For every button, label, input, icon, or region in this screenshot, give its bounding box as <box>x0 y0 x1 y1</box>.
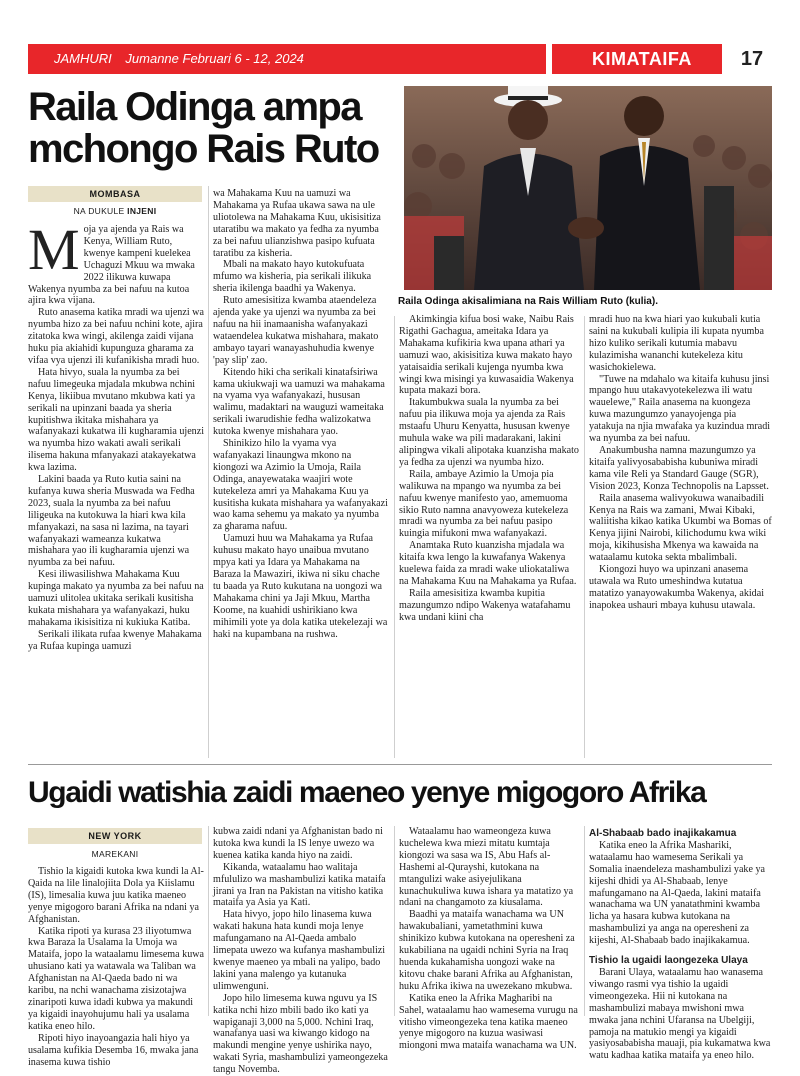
paragraph: mradi huo na kwa hiari yao kukubali kutia saini na kukubali kulipia ili kupata nyumba hizo kuliko serikali kutumia mabavu kulazimisha wananchi kutekeleza kitu wasichokielewa. <box>589 314 764 373</box>
story-divider <box>28 764 772 765</box>
story1-dateline: MOMBASA <box>28 186 202 202</box>
paragraph: Kiongozi huyo wa upinzani anasema utawala wa Ruto umeshindwa kutatua matatizo yanayowakumba Wakenya, akidai inapokea ushauri mbaya kuhusu utawala. <box>589 564 765 611</box>
story2-column-2 <box>213 826 389 1076</box>
story2-subhead-2: Tishio la ugaidi laongezeka Ulaya <box>589 955 748 967</box>
paragraph: Anakumbusha namna mazungumzo ya kitaifa yalivyosababisha kubuniwa miradi kama vile Reli ya Standard Gauge (SGR), Vision 2023, Konza Technopolis na Lapsset. <box>589 444 769 492</box>
paragraph: Raila, ambaye Azimio la Umoja pia walikuwa na mpango wa nyumba za bei nafuu kwenye manifesto yao, amemuoma sikio Ruto namna anavyoweza kutekeleza mradi wa nyumba za bei nafuu pasipo kuingia mifukoni mwa wafanyakazi. <box>399 468 569 540</box>
column-divider <box>584 826 585 1016</box>
story1-headline <box>28 86 400 170</box>
column-divider <box>208 186 209 758</box>
byline-prefix: NA DUKULE <box>73 206 125 216</box>
page-header <box>28 44 772 74</box>
photo-caption: Raila Odinga akisalimiana na Rais William Ruto (kulia). <box>398 296 658 307</box>
story2-subhead-1: Al-Shabaab bado inajikakamua <box>589 828 737 839</box>
paragraph: Anamtaka Ruto kuanzisha mjadala wa kitaifa kwa lengo la kuwafanya Wakenya kuelewa faida za mradi wake uliokataliwa na Mahakama Kuu na Mahakama ya Rufaa. <box>399 540 577 587</box>
paragraph: Kikanda, wataalamu hao walitaja mfululizo wa mashambulizi katika mataifa jirani ya Iran na Pakistan na vitisho katika mataifa ya Asia ya Kati. <box>213 861 386 909</box>
story1-photo <box>404 86 772 290</box>
column-divider <box>208 826 209 1016</box>
story1-column-4 <box>589 314 772 758</box>
paragraph: Hata hivyo, jopo hilo linasema kuwa wakati hakuna hata kundi moja lenye mafungamano na Al-Qaeda ambalo limepata uwezo wa kufanya mashambulizi kwenye maeneo ya mbali na yalipo, bado lakini yana malengo ya kutanuka ulimwenguni. <box>213 909 386 992</box>
story2-column-3 <box>399 826 579 1052</box>
paragraph: Akimkingia kifua bosi wake, Naibu Rais Rigathi Gachagua, ameitaka Idara ya Mahakama kufikiria kwa upana athari ya uamuzi wao, akisisitiza kuwa makato hayo yataisaidia serikali kujenga nyumba kwa wingi kwa misingi ya kuwasaidia Wakenya kupata makazi bora. <box>399 314 574 397</box>
story1-headline-line2: mchongo Rais Ruto <box>28 127 379 171</box>
paragraph: Katika ripoti ya kurasa 23 iliyotumwa kwa Baraza la Usalama la Umoja wa Mataifa, jopo la wataalamu limesema kuwa uhusiano kati ya watawala wa Taliban wa Afghanistan na Al-Qaeda bado ni wa karibu, na nchi wanachama zisizotajwa zinaripoti kuwa idadi kubwa ya makundi ya kigaidi inayohujumu hali ya usalama katika eneo hilo. <box>28 925 205 1032</box>
story2-headline: Ugaidi watishia zaidi maeneo yenye migogoro Afrika <box>28 776 706 809</box>
paragraph: Uamuzi huu wa Mahakama ya Rufaa kuhusu makato hayo unaibua mvutano mpya kati ya Idara ya Mahakama na Baraza la Mawaziri, ikiwa ni siku chache tu baada ya Ruto kukutana na uongozi wa Mahakama chini ya Jaji Mkuu, Martha Koome, na kuahidi ushirikiano kwa mihimili yote ya dola katika utekelezaji wa haki na kupambana na rushwa. <box>213 533 388 640</box>
paper-name: JAMHURI <box>54 51 112 66</box>
column-divider <box>394 826 395 1016</box>
story1-byline <box>28 206 202 216</box>
paragraph: Ruto amesisitiza kwamba ataendeleza ajenda yake ya ujenzi wa nyumba za bei nafuu na hii inamaanisha wafanyakazi wataendelea kukatwa mishahara, makato ambayo tayari wanayashuhudia kwenye 'pay slip' zao. <box>213 295 379 366</box>
story2-column-1 <box>28 866 205 1068</box>
story2-dateline: NEW YORK <box>28 828 202 844</box>
paragraph: Ripoti hiyo inayoangazia hali hiyo ya usalama kufikia Desemba 16, mwaka jana inasema kuwa tishio <box>28 1032 199 1068</box>
paragraph: Barani Ulaya, wataalamu hao wanasema viwango rasmi vya tishio la ugaidi vimeongezeka. Hii ni kutokana na mashambulizi mabaya mwishoni mwa mwaka jana nchini Ufaransa na Ubelgiji, pamoja na matukio mengi ya kigaidi yasiyosababisha mauaji, pia kukamatwa kwa watu kadhaa katika mataifa ya eneo hilo. <box>589 966 771 1062</box>
paragraph: Ruto anasema katika mradi wa ujenzi wa nyumba hizo za bei nafuu nchini kote, ajira zitatoka kwa wingi, akilenga zaidi vijana huku pia akiahidi kupunguza gharama za vifaa vya ujenzi ili kufanikisha mradi huo. <box>28 307 204 366</box>
paragraph: wa Mahakama Kuu na uamuzi wa Mahakama ya Rufaa ukawa sawa na ule uliotolewa na Mahakama Kuu, ukisisitiza utaratibu wa makato ya fedha za nyumba za bei nafuu ulianzishwa pasipo kufuata taratibu za kisheria. <box>213 188 381 259</box>
paragraph: Wataalamu hao wameongeza kuwa kuchelewa kwa miezi mitatu kumtaja kiongozi wa sasa wa IS, Abu Hafs al-Hashemi al-Qurayshi, kutokana na mtangulizi wake asiyejulikana kunachukuliwa kuwa ishara ya matatizo ya ndani na changamoto za kiusalama. <box>399 826 574 909</box>
paragraph: Jopo hilo limesema kuwa nguvu ya IS katika nchi hizo mbili bado iko kati ya wapiganaji 3,000 na 5,000. Nchini Iraq, wanafanya uasi wa kiwango kidogo na makundi mengine yenye ushirika nayo, wakati Syria, mashambulizi yameongezeka tangu Novemba. <box>213 992 388 1076</box>
byline-name: INJENI <box>127 206 157 216</box>
paragraph: Katika eneo la Afrika Mashariki, wataalamu hao wamesema Serikali ya Somalia inaendeleza mashambulizi yake ya kijeshi dhidi ya Al-Shabaab, lenye mafungamano na Al-Qaeda, lakini mataifa wanachama wa UN yanatathmini kwamba licha ya hasara kubwa kutokana na mashambulizi ya anga na operesheni za kijeshi, Al-Shabaab bado inajikakamua. <box>589 839 766 947</box>
paragraph: Itakumbukwa suala la nyumba za bei nafuu pia ilikuwa moja ya ajenda za Rais mstaafu Uhuru Kenyatta, hususan kwenye muhula wake wa pili madarakani, lakini alipingwa vikali alipotaka kuanzisha makato ya fedha za ujenzi wa nyumba hizo. <box>399 397 579 468</box>
column-divider <box>394 316 395 758</box>
paragraph: Tishio la kigaidi kutoka kwa kundi la Al-Qaida na lile linalojiita Dola ya Kiislamu (IS), limesalia kuwa juu katika maeneo yenye migogoro barani Afrika na ndani ya Afghanistan. <box>28 866 204 925</box>
paragraph: "Tuwe na mdahalo wa kitaifa kuhusu jinsi mpango huu utakavyotekelezwa ili watu wauelewe," Raila anasema na kuongeza kuwa mazungumzo yanayojenga pia yatakuja na njia mwafaka ya kuzindua mradi wa nyumba za bei nafuu. <box>589 373 771 445</box>
issue-date: Jumanne Februari 6 - 12, 2024 <box>125 51 304 66</box>
paragraph: Kitendo hiki cha serikali kinatafsiriwa kama ukiukwaji wa uamuzi wa mahakama na vyama vya wafanyakazi, hususan walimu, madaktari na wauguzi wameitaka serikali iwarudishie fedha walizokatwa kutoka kwenye mishahara yao. <box>213 366 385 438</box>
column-divider <box>584 316 585 758</box>
paragraph: Serikali ilikata rufaa kwenye Mahakama ya Rufaa kupinga uamuzi <box>28 628 202 652</box>
handshake-photo <box>404 86 772 290</box>
story1-column-1 <box>28 217 205 758</box>
story2-byline: MAREKANI <box>91 849 139 859</box>
paragraph: Raila anasema walivyokuwa wanaibadili Kenya na Rais wa zamani, Mwai Kibaki, waliitisha kikao katika Ukumbi wa Bomas of Kenya jijini Nairobi, kilichodumu kwa wiki moja, kikihusisha Mkenya wa kawaida na wataalamu kutoka sekta mbalimbali. <box>589 492 772 564</box>
story1-column-2 <box>213 188 389 758</box>
paragraph: kubwa zaidi ndani ya Afghanistan bado ni kutoka kwa kundi la IS lenye uwezo wa kuenea katika kanda hiyo na zaidi. <box>213 826 383 861</box>
paragraph: Hata hivyo, suala la nyumba za bei nafuu limegeuka mjadala mkubwa nchini Kenya, likiibua mvutano mkubwa kati ya serikali na upinzani baada ya sheria kupitishwa ikitaka mishahara ya wafanyakazi kukatwa ili kugharamia ujenzi wa nyumba hizo wakati awali serikali ilisema hakuna mfanyakazi atakayekatwa kwa lazima. <box>28 366 205 474</box>
story2-column-4 <box>589 826 772 1062</box>
story1-headline-line1: Raila Odinga ampa <box>28 85 361 129</box>
paragraph: Raila amesisitiza kwamba kupitia mazungumzo ndipo Wakenya watafahamu kwa undani kiini cha <box>399 587 571 623</box>
paragraph: Mbali na makato hayo kutokufuata mfumo wa kisheria, pia serikali ilikuka sheria ikilenga baadhi ya Wakenya. <box>213 259 372 295</box>
section-label: KIMATAIFA <box>552 44 722 74</box>
story1-column-3 <box>399 314 579 758</box>
paragraph: Lakini baada ya Ruto kutia saini na kufanya kuwa sheria Muswada wa Fedha 2023, suala la nyumba za bei nafuu liligeuka na kutokuwa la hiari kwa kila mfanyakazi, na sasa ni lazima, na tayari wafanyakazi wameanza kukatwa mishahara yao ili kugharamia ujenzi wa nyumba za bei nafuu. <box>28 474 195 569</box>
paragraph: Shinikizo hilo la vyama vya wafanyakazi linaungwa mkono na kiongozi wa Azimio la Umoja, Raila Odinga, anayewataka waajiri wote kutekeleza amri ya Mahakama Kuu ya kusitisha kukata mishahara ya wafanyakazi wao kama sehemu ya makato ya nyumba za gharama nafuu. <box>213 438 388 533</box>
paragraph: oja ya ajenda ya Rais wa Kenya, William Ruto, kwenye kampeni kuelekea Uchaguzi Mkuu wa mwaka 2022 ilikuwa kuwapa Wakenya nyumba za bei nafuu na kutoa ajira kwa vijana. <box>28 224 195 307</box>
paragraph: Kesi iliwasilishwa Mahakama Kuu kupinga makato ya nyumba za bei nafuu na uamuzi ulitolea ukitaka serikali kusitisha kukata mishahara ya wafanyakazi, huku mahakama ikisisitiza ni kukiuka Katiba. <box>28 569 204 628</box>
paragraph: Katika eneo la Afrika Magharibi na Sahel, wataalamu hao wamesema vurugu na vitisho vimeongezeka tena katika maeneo yenye migogoro na kuzua wasiwasi miongoni mwa mataifa wanachama wa UN. <box>399 992 578 1052</box>
header-strip <box>28 44 546 74</box>
paragraph: Baadhi ya mataifa wanachama wa UN hawakubaliani, yametathmini kuwa shinikizo kubwa kutokana na operesheni za kukabiliana na ugaidi nchini Syria na Iraq huenda kukahamisha uongozi wake na kitovu chake barani Afrika au Afghanistan, huku Afrika ikiwa na uwezekano mkubwa. <box>399 909 575 992</box>
dropcap: M <box>28 217 80 282</box>
page-number: 17 <box>740 48 764 70</box>
